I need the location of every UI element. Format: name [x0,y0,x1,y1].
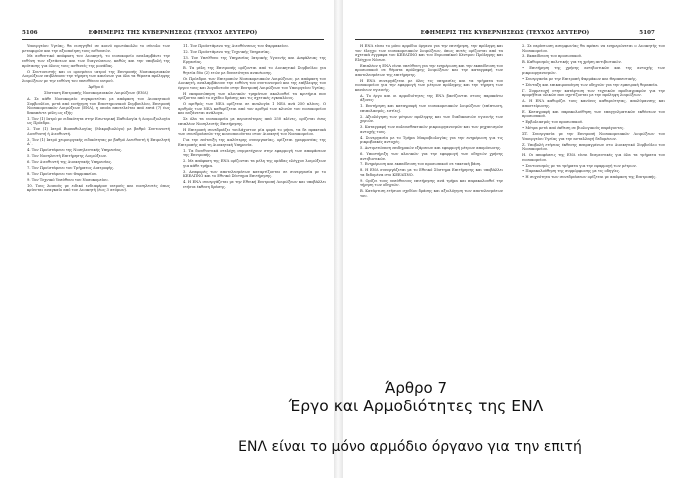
paragraph: • Εμβολιασμός του προσωπικού. [522,120,584,125]
paragraph: Η ΕΝΛ συνεργάζεται με όλες τις υπηρεσίες και τα τμήματα του νοσοκομείου για την εφαρμογή των μέτρων πρόληψης και την τήρηση των κανόνων υγιεινής. [355,78,503,92]
paragraph: 7. Τον Προϊστάμενο του Τμήματος Διατροφής. [27,165,115,170]
paragraph: Υπουργείου Υγείας, θα εισηγηθεί σε κοινό πρωτόκολλο το σύνολο των μεταφορών και την αξιοποίηση τους αιθουσών. [22,44,170,53]
paragraph: Επιπλέον η ΕΝΛ είναι υπεύθυνη για την ενημέρωση και την εκπαίδευση του προσωπικού σε θέματα πρόληψης λοιμώξεων και την καταγραφή των αποτελεσμάτων της επιτήρησης. [355,63,503,77]
paragraph: 12. Τον Προϊστάμενο της Τεχνικής Υπηρεσίας. [183,49,271,54]
left-running-title: ΕΦΗΜΕΡΙΣ ΤΗΣ ΚΥΒΕΡΝΗΣΕΩΣ (ΤΕΥΧΟΣ ΔΕΥΤΕΡΟ) [88,30,258,36]
paragraph: Ο αριθμός των ΝΕΛ ορίζεται σε αναλογία 1 ΝΕΛ ανά 250 κλίνες. Ο αριθμός των ΝΕΛ καθορίζεται από τον αριθμό των κλινών του νοσοκομείου και αυξάνεται ανάλογα. [178,102,326,116]
paragraph: 3. Τον (1) Ιατρό χειρουργικής ειδικότητας με βαθμό Διευθυντή ή Επιμελητή Α΄. [27,137,170,147]
paragraph: 3. Εκπαίδευση του προσωπικού. [522,54,583,59]
article-lead-line: ΕΝΛ είναι το μόνο αρμόδιο όργανο για την επιτή [238,439,582,455]
paragraph: 11. Τον Προϊστάμενο της Διευθύνσεως του Φαρμακείου. [183,44,289,48]
paragraph: 4. Η ΕΝΛ συνεργάζεται με την Εθνική Επιτροπή Λοιμώξεων και υποβάλλει ετήσια έκθεση δράσης. [183,180,326,189]
paragraph: Ζ. Υποβολή ετήσιας έκθεσης πεπραγμένων στο Διοικητικό Συμβούλιο του Νοσοκομείου. [522,142,665,152]
right-page-number: 5107 [639,30,655,36]
paragraph: 8. Τον Προϊστάμενο του Φαρμακείου. [27,171,98,176]
paragraph: • Συντονισμός με τα τμήματα για την εφαρμογή των μέτρων. [522,163,637,168]
paragraph: 8. Η ΕΝΛ συνεργάζεται με το Εθνικό Σύστημα Επιτήρησης και υποβάλλει τα δεδομένα στο ΚΕΕΛΠΝΟ. [360,168,503,177]
paragraph: 9. Ορίζει τους υπεύθυνους επιτήρησης ανά τμήμα και παρακολουθεί την τήρηση των οδηγιών. [360,178,503,188]
paragraph: 4. Συνεργασία με το Τμήμα Μικροβιολογίας για την ενημέρωση για τις μικροβιακές αντοχές. [360,135,503,145]
paragraph: 10. Τους λοιπούς με ειδικό ενδιαφέρον ιατρούς και νοσηλευτές όπως κρίνεται αναγκαίο από τον Διοικητή (έως 3 ατόμων). [27,183,170,193]
paragraph: Σύσταση Επιτροπής Νοσοκομειακών Λοιμώξεων (ΕΝΛ) [44,90,148,95]
paragraph: 5. Αντιμετώπιση επιδημικών εξάρσεων και εφαρμογή μέτρων απομόνωσης. [360,146,502,151]
paragraph: Α. Το έργο και οι αρμοδιότητες της ΕΝΛ βασίζονται στους παρακάτω άξονες: [360,93,503,103]
paragraph: 2. Σε περίπτωση ασυμφωνίας θα πρέπει να ενημερώνεται ο Διοικητής του Νοσοκομείου. [522,44,665,53]
paragraph: • Σύνταξη και επικαιροποίηση των οδηγιών για την εμπειρική θεραπεία. [522,82,659,87]
paragraph: Α. Σε κάθε Νοσοκομείο συγκροτείται με απόφαση του Διοικητικού Συμβουλίου, μετά από εισήγηση του Επιστημονικού Συμβουλίου, Επιτροπή Νοσοκομειακών Λοιμώξεων (ΕΝΛ), η οποία αποτελείται από επτά (7) έως δεκαπέντε μέλη ως εξής: [27,97,170,115]
paragraph: • Η συχνότητα των συνεδριάσεων ορίζεται με απόφαση της Επιτροπής. [522,175,657,180]
paragraph: 3. Αναφορές των αποτελεσμάτων καταρτίζονται σε συνεργασία με το ΚΕΕΛΠΝΟ και το Εθνικό Σύστημα Επιτήρησης. [183,169,326,179]
paragraph: Η εκπροσώπηση των κλινικών τμημάτων ακολουθεί τα κριτήρια που ορίζονται από το σχέδιο δράσης και τις σχετικές εγκυκλίους. [178,91,326,101]
paragraph: Η. Οι αποφάσεις της ΕΝΛ είναι δεσμευτικές για όλα τα τμήματα του νοσοκομείου. [522,153,665,162]
left-page-number: 5106 [22,30,38,36]
paragraph: • Συνεργασία με την Επιτροπή Φαρμάκων και Θεραπευτικής. [522,76,637,81]
paragraph: 2. Με απόφαση της ΕΝΛ ορίζονται τα μέλη της ομάδας ελέγχου λοιμώξεων για κάθε τμήμα. [183,159,326,168]
paragraph: 1. Επιτήρηση και καταγραφή των νοσοκομειακών λοιμώξεων (επίπτωση, επιπολασμός, εστίες). [360,104,503,113]
paragraph: 13. Τον Υπεύθυνο της Υπηρεσίας Ιατρικής Υγιεινής και Ασφάλειας της Εργασίας. [183,55,326,65]
paragraph: Ε. Καταγραφή και παρακολούθηση των επαγγελματικών εκθέσεων του προσωπικού. [522,109,665,119]
paragraph: 3. Καταγραφή των πολυανθεκτικών μικροοργανισμών και των μηχανισμών αντοχής τους. [360,125,503,134]
paragraph: 1. Τον (1) Ιατρό με ειδικότητα στην Εσωτερική Παθολογία ή Λοιμωξιολογία ως Πρόεδρο. [27,116,170,126]
paragraph: Γ. Συμμετοχή στην κατάρτιση των τεχνικών προδιαγραφών για την προμήθεια υλικών που σχετίζονται με την πρόληψη λοιμώξεων. [522,88,665,98]
paragraph: 9. Τον Τεχνικό Υπεύθυνο του Νοσοκομείου. [27,177,109,182]
paragraph: 6. Υποστήριξη των κλινικών για την εφαρμογή των οδηγιών χρήσης αντιβιοτικών. [360,152,503,161]
paragraph: Άρθρο 6 [88,84,104,89]
paragraph: • Μέτρα μετά από έκθεση σε βιολογικούς παράγοντες. [522,126,625,131]
paragraph: Οι Πρόεδροι των Επιτροπών Νοσοκομειακών Λοιμώξεων, με απόφαση του Διοικητή, αναλαμβάνουν την ευθύνη του συντονισμού και της επίβλεψης του έργου τους και λογοδοτούν στην Επιτροπή Λοιμώξεων του Υπουργείου Υγείας. [178,76,326,90]
paragraph: Σε όλα τα νοσοκομεία με περισσότερες από 250 κλίνες, ορίζεται ένας επιπλέον Νοσηλευτής Επιτήρησης. [178,117,326,126]
right-running-title: ΕΦΗΜΕΡΙΣ ΤΗΣ ΚΥΒΕΡΝΗΣΕΩΣ (ΤΕΥΧΟΣ ΔΕΥΤΕΡΟ) [420,30,590,36]
article-heading-overlay [206,379,626,455]
paragraph: Η Επιτροπή συνεδριάζει τουλάχιστον μία φορά το μήνα, τα δε πρακτικά των συνεδριάσεών της κοινοποιούνται στον Διοικητή του Νοσοκομείου. [178,127,326,137]
paragraph: 4. Τον Προϊστάμενο της Νοσηλευτικής Υπηρεσίας. [27,148,123,153]
left-column-2 [178,44,326,369]
paragraph: Δ. Η ΕΝΛ καθορίζει τους κανόνες καθαριότητας, απολύμανσης και αποστείρωσης. [522,99,665,108]
paragraph: 2. Τον (1) Ιατρό Βιοπαθολογίας (Μικροβιολόγο) με βαθμό Συντονιστή Διευθυντή ή Διευθυντή. [27,127,170,136]
paragraph: Για την επίτευξη της καλύτερης συνεργασίας, ορίζεται γραμματέας της Επιτροπής από τη Διοικητική Υπηρεσία. [178,138,326,147]
paragraph: ΣΤ. Συνεργασία με την Επιτροπή Νοσοκομειακών Λοιμώξεων του Υπουργείου Υγείας για την ανταλλαγή δεδομένων. [522,132,665,141]
paragraph: Β. Τα μέλη της Επιτροπής ορίζονται από το Διοικητικό Συμβούλιο για θητεία δύο (2) ετών με δυνατότητα ανανέωσης. [183,66,326,75]
paragraph: Β. Καθορισμός πολιτικής για τη χρήση αντιβιοτικών. [522,60,622,65]
paragraph: 5. Τον Νοσηλευτή Επιτήρησης Λοιμώξεων. [27,154,108,158]
paragraph: Ο Συντονιστής και οι ορισμένοι ιατροί της Επιτροπής Νοσοκομειακών Λοιμώξεων επιβλέπουν την τήρηση των κανόνων για όλα τα θέματα πρόληψης λοιμώξεων με την ευθύνη του υπευθύνου ιατρού. [22,69,170,83]
paragraph: Η ΕΝΛ είναι το μόνο αρμόδιο όργανο για την επιτήρηση, την πρόληψη και τον έλεγχο των νοσοκομειακών λοιμώξεων, όπως αυτές ορίζονται από τα σχετικά έγγραφα του ΚΕΕΛΠΝΟ και του Ευρωπαϊκού Κέντρου Πρόληψης και Ελέγχου Νόσων. [355,44,503,62]
article-title-heading: Έργο και Αρμοδιότητες της ΕΝΛ [288,397,544,415]
left-header-rule [22,39,324,40]
paragraph: 2. Αξιολόγηση των μέτρων πρόληψης και των διαδικασιών υγιεινής των χεριών. [360,114,503,124]
paragraph: • Παρακολούθηση της συμμόρφωσης με τις οδηγίες. [522,169,620,174]
paragraph: • Επιτήρηση της χρήσης αντιβιοτικών και της αντοχής των μικροοργανισμών. [522,66,665,75]
paragraph: 1. Τα διευθυντικά στελέχη συμμετέχουν στην εφαρμογή των αποφάσεων της Επιτροπής. [183,148,326,158]
paragraph: Με αυθεντικό απόφαση του Διοικητή, το νοσοκομείο αναλαμβάνει την ευθύνη των εξετάσεων και των διαγνώσεων, καθώς και την υποβολή της πρότασης για όλους τους ασθενείς της μονάδας. [22,54,170,68]
paragraph: 7. Ενημέρωση και εκπαίδευση του προσωπικού σε τακτική βάση. [360,162,482,167]
paragraph: Β. Κατάρτιση ετήσιου σχεδίου δράσης και αξιολόγηση των αποτελεσμάτων του. [360,189,503,198]
article-number-heading: Άρθρο 7 [384,379,448,397]
left-column-1 [22,44,170,464]
paragraph: 6. Τον Διευθυντή της Διοικητικής Υπηρεσίας. [27,159,113,164]
right-header-rule [355,39,655,40]
